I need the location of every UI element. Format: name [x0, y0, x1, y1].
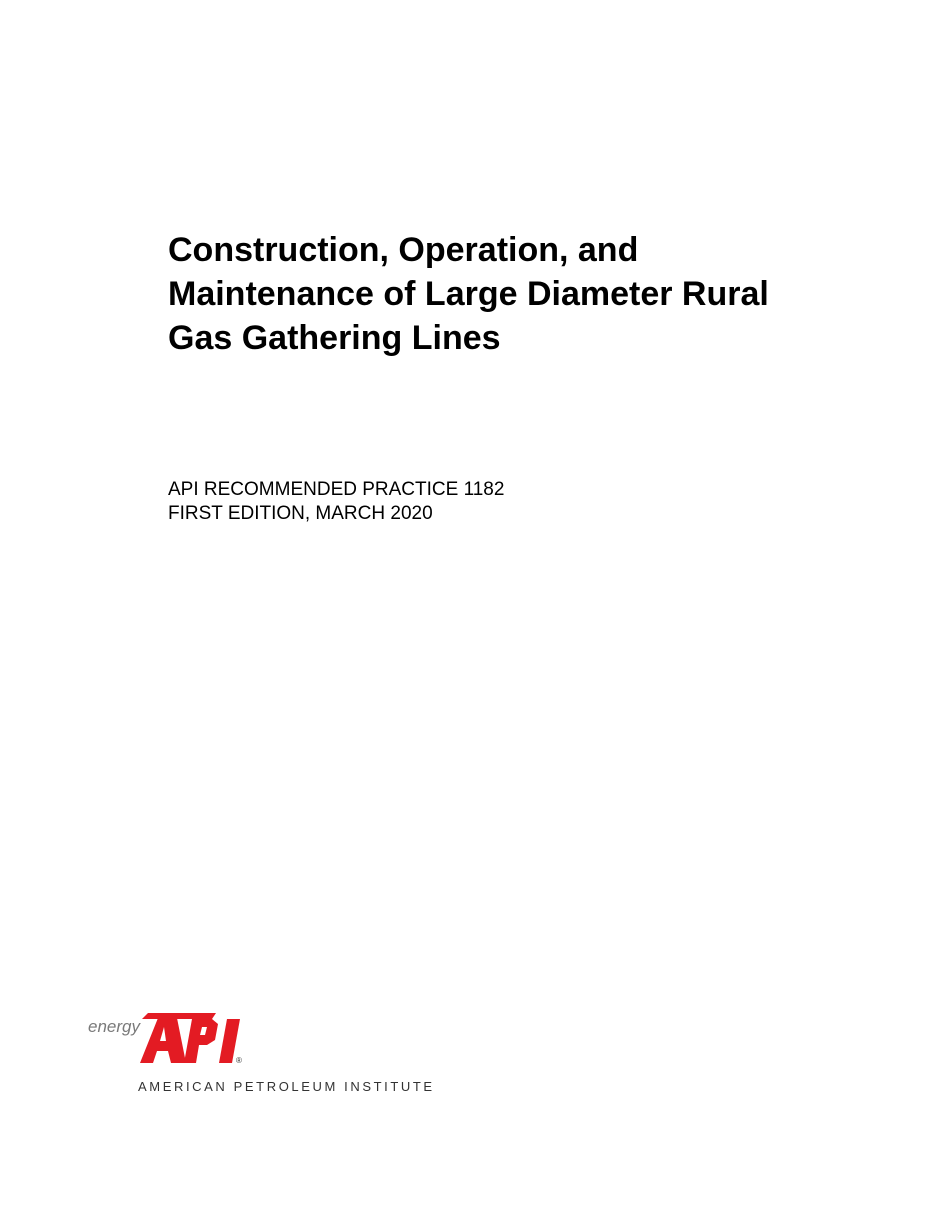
document-title	[168, 228, 868, 360]
api-logo-mark	[88, 1005, 258, 1067]
document-designation	[168, 478, 768, 526]
title-line-1: Construction, Operation, and	[168, 231, 639, 269]
registered-mark: ®	[236, 1056, 242, 1065]
edition-date: FIRST EDITION, MARCH 2020	[168, 503, 433, 524]
institute-name: AMERICAN PETROLEUM INSTITUTE	[138, 1079, 435, 1094]
energy-tagline: energy	[88, 1017, 140, 1036]
title-line-2: Maintenance of Large Diameter Rural	[168, 275, 769, 313]
api-letters	[140, 1013, 240, 1063]
api-logo	[88, 1005, 435, 1105]
title-line-3: Gas Gathering Lines	[168, 319, 501, 357]
standard-number: API RECOMMENDED PRACTICE 1182	[168, 479, 505, 500]
